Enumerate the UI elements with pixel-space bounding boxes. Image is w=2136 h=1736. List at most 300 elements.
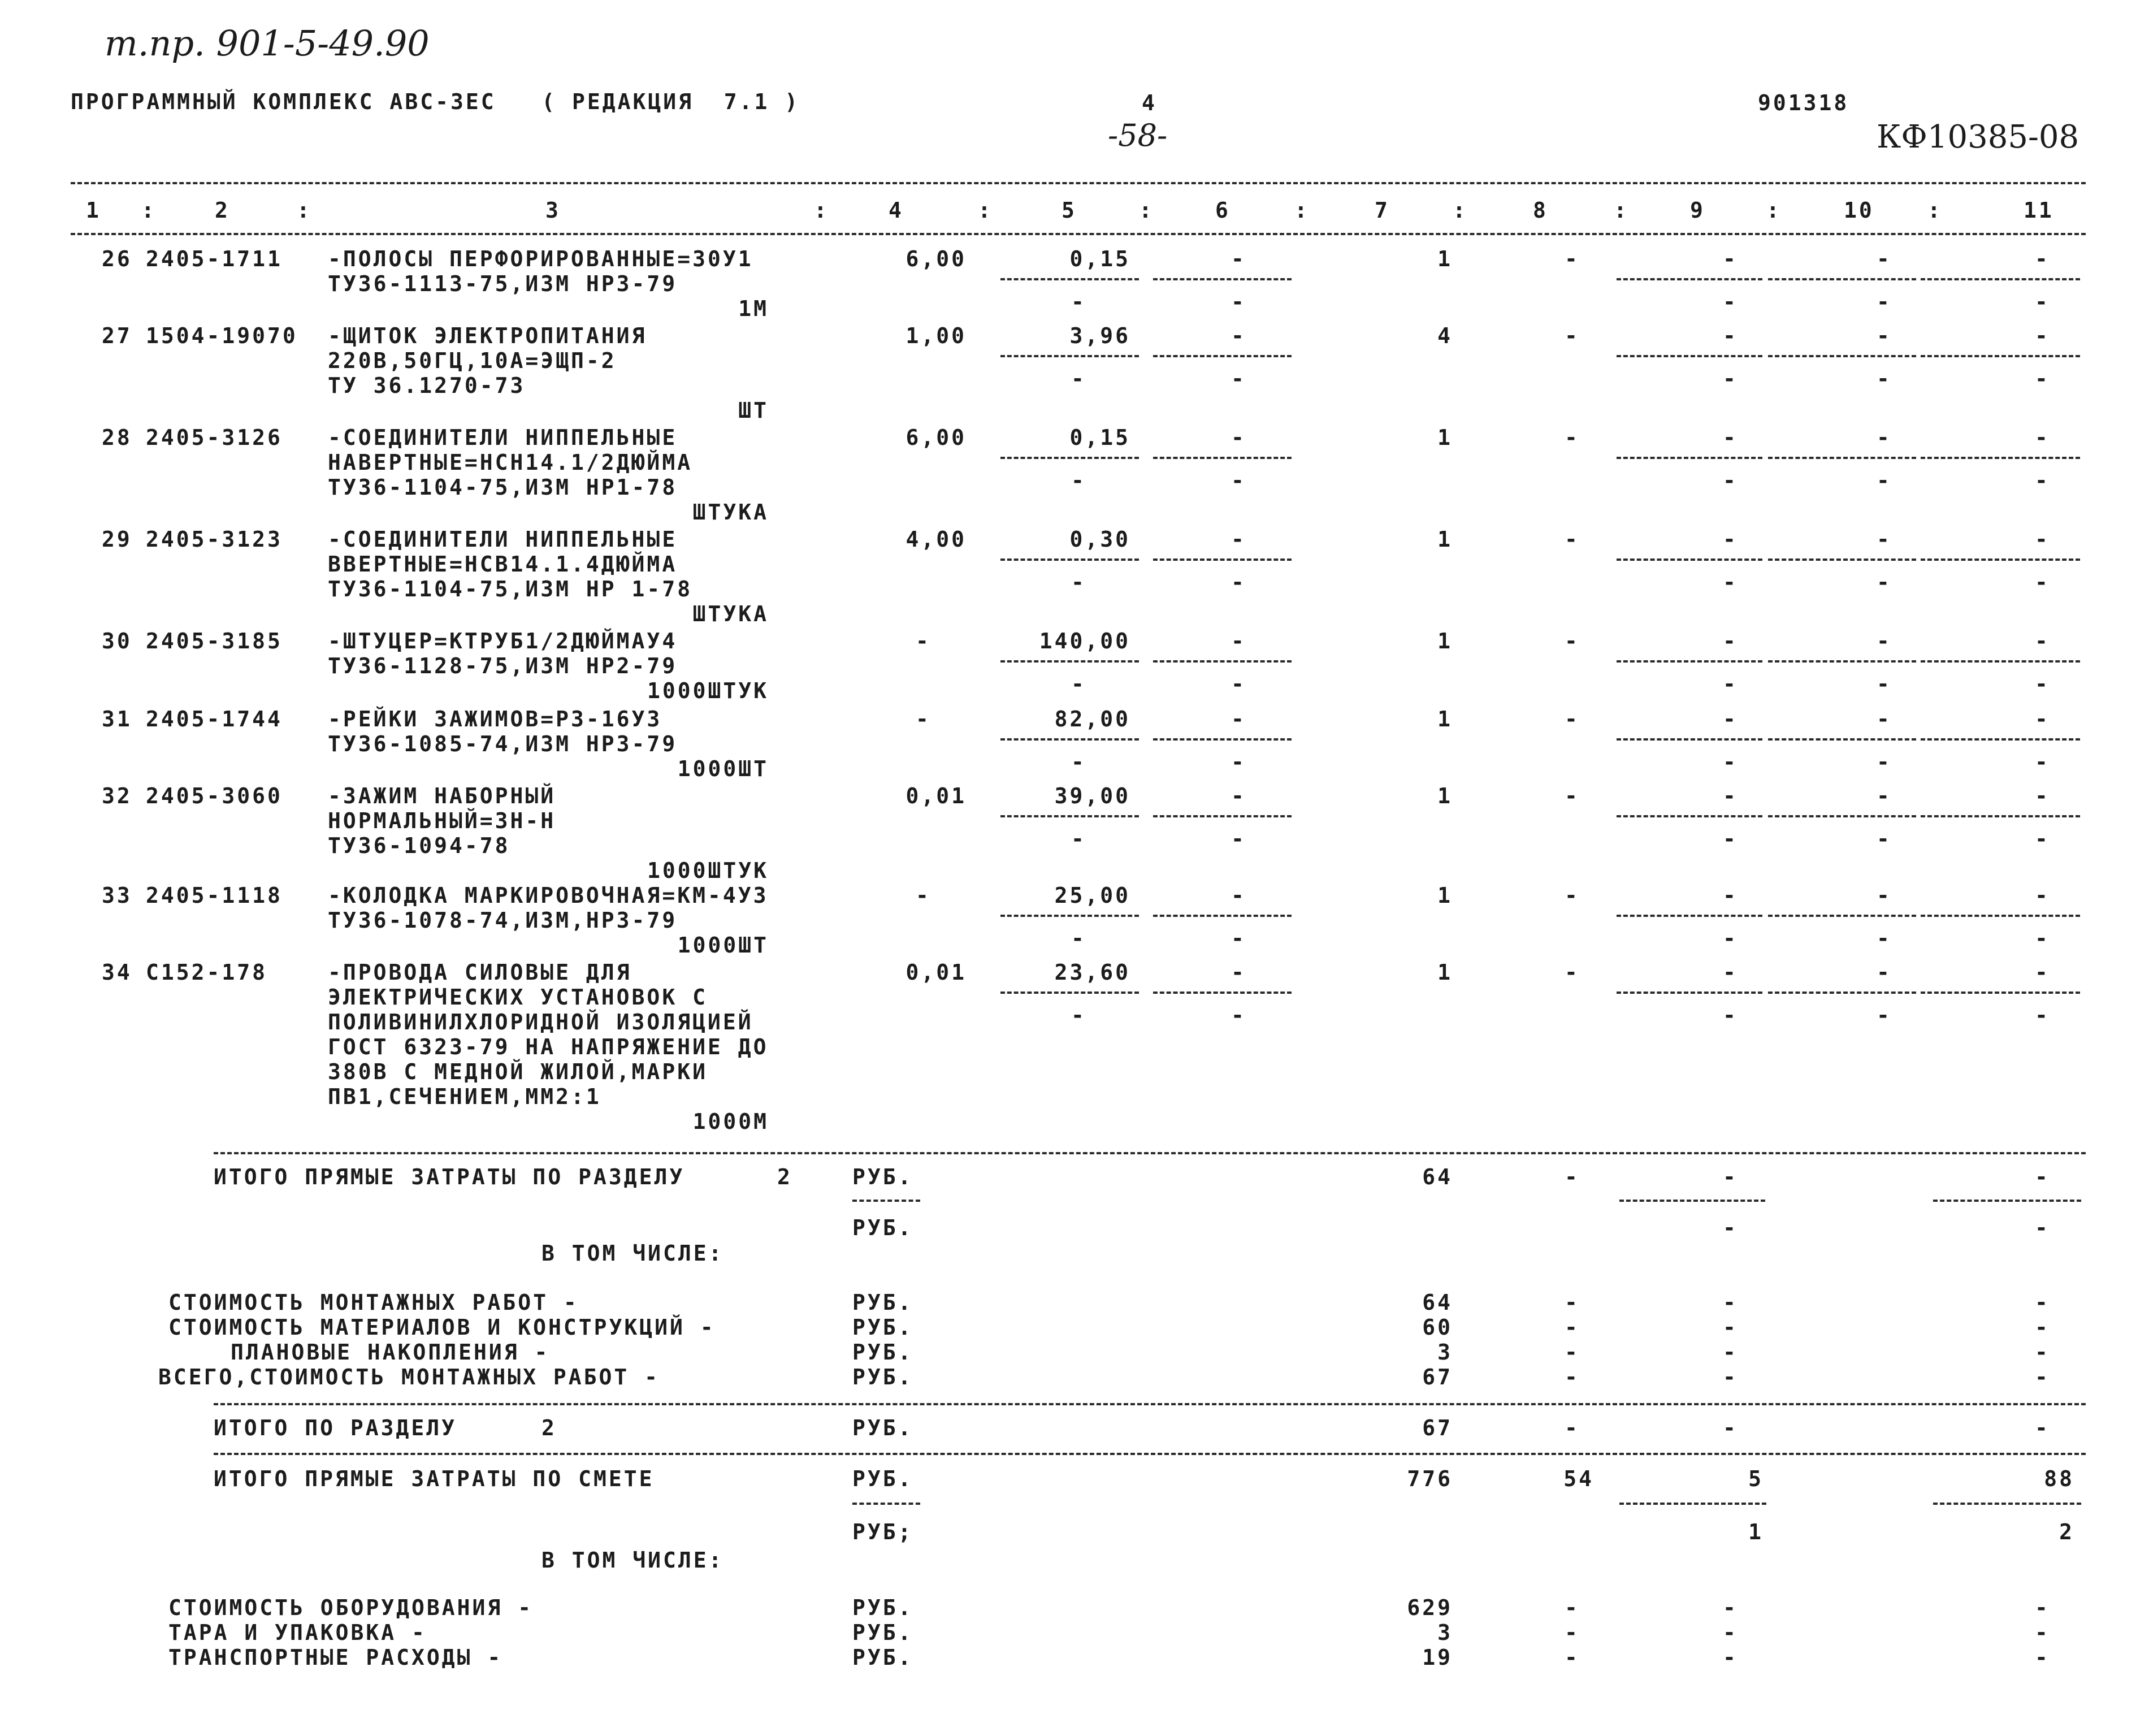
header-bottom-rule — [71, 233, 2086, 235]
cell-divider — [1617, 559, 1762, 561]
unit-of-measure: 1000ШТУК — [647, 678, 769, 703]
empty-value-dash: - — [1565, 1164, 1580, 1189]
cell-divider — [1000, 278, 1139, 280]
col5-value: 25,00 — [1054, 883, 1130, 908]
resource-description: ТУ36-1113-75,ИЗМ НР3-79 — [328, 271, 678, 296]
unit-of-measure: ШТУКА — [692, 500, 769, 525]
document-code-handwritten: КФ10385-08 — [1877, 119, 2079, 155]
col10-sub-value: - — [1877, 1003, 1892, 1028]
col5-value: 3,96 — [1069, 323, 1130, 348]
col10-sub-value: - — [1877, 570, 1892, 595]
col4-value: 1,00 — [905, 323, 967, 348]
rub-label: РУБ. — [852, 1415, 913, 1440]
section-grand-number: 2 — [541, 1415, 557, 1440]
materials-cost-label: СТОИМОСТЬ МАТЕРИАЛОВ И КОНСТРУКЦИЙ - — [168, 1315, 716, 1340]
resource-description: ТУ36-1128-75,ИЗМ НР2-79 — [328, 653, 678, 678]
page-number-handwritten: -58- — [1108, 118, 1168, 153]
cell-divider — [1617, 738, 1762, 741]
col6-value: - — [1231, 425, 1246, 450]
resource-description: НОРМАЛЬНЫЙ=ЗН-Н — [328, 808, 556, 833]
cell-divider — [1153, 660, 1292, 663]
col8-value: - — [1565, 323, 1580, 348]
rub-label: РУБ. — [852, 1466, 913, 1491]
unit-of-measure: 1000ШТУК — [647, 858, 769, 883]
cell-divider — [1617, 278, 1762, 280]
col10-value: - — [1877, 323, 1892, 348]
col11-sub-value: - — [2035, 926, 2050, 951]
col6-value: - — [1231, 883, 1246, 908]
cell-divider — [1921, 815, 2080, 817]
col10-value: - — [1877, 425, 1892, 450]
document-code: 901318 — [1758, 90, 1849, 115]
empty-value-dash: - — [1723, 1595, 1738, 1620]
planned-savings-label: ПЛАНОВЫЕ НАКОПЛЕНИЯ - — [231, 1340, 550, 1365]
col6-value: - — [1231, 246, 1246, 271]
resource-description: ГОСТ 6323-79 НА НАПРЯЖЕНИЕ ДО — [328, 1034, 769, 1059]
col6-sub-value: - — [1231, 289, 1246, 314]
empty-value-dash: - — [2035, 1595, 2050, 1620]
estimate-direct-costs-col7: 776 — [1407, 1466, 1453, 1491]
handwritten-reference: т.пр. 901-5-49.90 — [105, 23, 430, 64]
total-installation-value: 67 — [1422, 1365, 1453, 1389]
col9-value: - — [1723, 783, 1738, 808]
col4-value: - — [916, 883, 931, 908]
col5-sub-value: - — [1071, 750, 1086, 774]
column-separator: : — [1139, 198, 1154, 223]
column-separator: : — [141, 198, 157, 223]
column-separator: : — [1927, 198, 1943, 223]
col11-value: - — [2035, 783, 2050, 808]
cell-divider — [1921, 278, 2080, 280]
row-number: 27 — [102, 323, 132, 348]
estimate-direct-costs-col11: 88 — [2044, 1466, 2074, 1491]
resource-code: 2405-3185 — [146, 629, 283, 653]
col4-value: 6,00 — [905, 425, 967, 450]
transport-cost-label: ТРАНСПОРТНЫЕ РАСХОДЫ - — [168, 1645, 503, 1670]
rub-label: РУБ. — [852, 1164, 913, 1189]
empty-value-dash: - — [2035, 1215, 2050, 1240]
packaging-value: 3 — [1437, 1620, 1453, 1645]
col11-value: - — [2035, 883, 2050, 908]
cell-divider — [1768, 815, 1916, 817]
cell-divider — [1619, 1200, 1765, 1202]
empty-value-dash: - — [2035, 1620, 2050, 1645]
resource-code: 2405-1744 — [146, 707, 283, 731]
rub-label: РУБ. — [852, 1290, 913, 1315]
empty-value-dash: - — [1723, 1415, 1738, 1440]
col6-sub-value: - — [1231, 926, 1246, 951]
cell-divider — [1153, 278, 1292, 280]
col6-value: - — [1231, 960, 1246, 985]
col5-value: 140,00 — [1039, 629, 1130, 653]
resource-description: ТУ36-1104-75,ИЗМ НР1-78 — [328, 475, 678, 500]
col9-value: - — [1723, 960, 1738, 985]
col10-sub-value: - — [1877, 750, 1892, 774]
col6-sub-value: - — [1231, 826, 1246, 851]
col6-value: - — [1231, 527, 1246, 552]
rub-label: РУБ. — [852, 1215, 913, 1240]
resource-code: 2405-3123 — [146, 527, 283, 552]
cell-divider — [1000, 559, 1139, 561]
resource-description: ТУ36-1104-75,ИЗМ НР 1-78 — [328, 577, 693, 601]
cell-divider — [1768, 355, 1916, 357]
empty-value-dash: - — [1723, 1645, 1738, 1670]
section-total-rule — [214, 1403, 2086, 1405]
unit-of-measure: 1000М — [692, 1109, 769, 1134]
col7-value: 4 — [1437, 323, 1453, 348]
col9-value: - — [1723, 323, 1738, 348]
row-number: 28 — [102, 425, 132, 450]
empty-value-dash: - — [1723, 1164, 1738, 1189]
col8-value: - — [1565, 707, 1580, 731]
column-header-10: 10 — [1844, 198, 1874, 223]
col11-sub-value: - — [2035, 1003, 2050, 1028]
total-installation-label: ВСЕГО,СТОИМОСТЬ МОНТАЖНЫХ РАБОТ - — [158, 1365, 660, 1389]
col10-sub-value: - — [1877, 826, 1892, 851]
col11-sub-value: - — [2035, 289, 2050, 314]
column-header-4: 4 — [889, 198, 904, 223]
estimate-sub-col9: 1 — [1748, 1519, 1764, 1544]
column-header-8: 8 — [1533, 198, 1548, 223]
col9-sub-value: - — [1723, 570, 1738, 595]
col9-sub-value: - — [1723, 289, 1738, 314]
column-separator: : — [297, 198, 312, 223]
column-separator: : — [814, 198, 829, 223]
cell-divider — [1153, 355, 1292, 357]
transport-cost-value: 19 — [1422, 1645, 1453, 1670]
col6-value: - — [1231, 783, 1246, 808]
col5-value: 82,00 — [1054, 707, 1130, 731]
resource-code: 2405-1118 — [146, 883, 283, 908]
row-number: 32 — [102, 783, 132, 808]
col5-value: 0,15 — [1069, 246, 1130, 271]
col5-sub-value: - — [1071, 468, 1086, 493]
resource-description: ТУ36-1078-74,ИЗМ,НР3-79 — [328, 908, 678, 933]
rub-label: РУБ. — [852, 1315, 913, 1340]
empty-value-dash: - — [1723, 1340, 1738, 1365]
rub-label: РУБ. — [852, 1340, 913, 1365]
col10-value: - — [1877, 883, 1892, 908]
resource-code: 2405-1711 — [146, 246, 283, 271]
col5-value: 39,00 — [1054, 783, 1130, 808]
col6-sub-value: - — [1231, 468, 1246, 493]
rub-label: РУБ; — [852, 1519, 913, 1544]
resource-description: НАВЕРТНЫЕ=НСН14.1/2ДЮЙМА — [328, 450, 693, 475]
col9-value: - — [1723, 246, 1738, 271]
installation-cost-label: СТОИМОСТЬ МОНТАЖНЫХ РАБОТ - — [168, 1290, 579, 1315]
empty-value-dash: - — [1565, 1620, 1580, 1645]
section-grand-value: 67 — [1422, 1415, 1453, 1440]
row-number: 26 — [102, 246, 132, 271]
col10-value: - — [1877, 246, 1892, 271]
empty-value-dash: - — [1565, 1415, 1580, 1440]
col5-value: 0,30 — [1069, 527, 1130, 552]
row-number: 29 — [102, 527, 132, 552]
column-header-2: 2 — [215, 198, 230, 223]
col7-value: 1 — [1437, 783, 1453, 808]
col10-value: - — [1877, 707, 1892, 731]
empty-value-dash: - — [2035, 1315, 2050, 1340]
cell-divider — [1921, 559, 2080, 561]
section-grand-label: ИТОГО ПО РАЗДЕЛУ — [214, 1415, 457, 1440]
planned-savings-value: 3 — [1437, 1340, 1453, 1365]
col11-sub-value: - — [2035, 750, 2050, 774]
column-header-5: 5 — [1061, 198, 1077, 223]
row-number: 31 — [102, 707, 132, 731]
col8-value: - — [1565, 425, 1580, 450]
packaging-label: ТАРА И УПАКОВКА - — [168, 1620, 427, 1645]
rub-underline — [852, 1200, 920, 1202]
empty-value-dash: - — [1723, 1290, 1738, 1315]
in-that-number-label: В ТОМ ЧИСЛЕ: — [541, 1241, 724, 1266]
empty-value-dash: - — [1723, 1215, 1738, 1240]
row-number: 34 — [102, 960, 132, 985]
col7-value: 1 — [1437, 425, 1453, 450]
empty-value-dash: - — [1565, 1290, 1580, 1315]
col10-sub-value: - — [1877, 468, 1892, 493]
col10-value: - — [1877, 960, 1892, 985]
col11-sub-value: - — [2035, 570, 2050, 595]
col11-sub-value: - — [2035, 826, 2050, 851]
resource-description: -КОЛОДКА МАРКИРОВОЧНАЯ=КМ-4У3 — [328, 883, 769, 908]
header-top-rule — [71, 182, 2086, 184]
empty-value-dash: - — [2035, 1415, 2050, 1440]
col11-sub-value: - — [2035, 468, 2050, 493]
col7-value: 1 — [1437, 883, 1453, 908]
resource-description: -СОЕДИНИТЕЛИ НИППЕЛЬНЫЕ — [328, 527, 678, 552]
cell-divider — [1153, 457, 1292, 459]
col9-sub-value: - — [1723, 750, 1738, 774]
col11-value: - — [2035, 246, 2050, 271]
cell-divider — [1153, 992, 1292, 994]
col11-sub-value: - — [2035, 366, 2050, 391]
unit-of-measure: 1000ШТ — [677, 756, 769, 781]
resource-description: 220В,50ГЦ,10А=ЭЩП-2 — [328, 348, 617, 373]
cell-divider — [1153, 815, 1292, 817]
col11-underline — [1933, 1503, 2081, 1505]
col11-value: - — [2035, 707, 2050, 731]
cell-divider — [1000, 992, 1139, 994]
cell-divider — [1921, 738, 2080, 741]
column-header-7: 7 — [1375, 198, 1390, 223]
cell-divider — [1000, 457, 1139, 459]
cell-divider — [1921, 660, 2080, 663]
resource-code: С152-178 — [146, 960, 268, 985]
col4-value: - — [916, 629, 931, 653]
resource-description: -ПРОВОДА СИЛОВЫЕ ДЛЯ — [328, 960, 632, 985]
col9-sub-value: - — [1723, 826, 1738, 851]
col5-sub-value: - — [1071, 366, 1086, 391]
empty-value-dash: - — [2035, 1365, 2050, 1389]
materials-cost-value: 60 — [1422, 1315, 1453, 1340]
resource-description: ТУ36-1085-74,ИЗМ НР3-79 — [328, 731, 678, 756]
resource-code: 2405-3126 — [146, 425, 283, 450]
resource-code: 1504-19070 — [146, 323, 298, 348]
empty-value-dash: - — [1723, 1365, 1738, 1389]
col11-value: - — [2035, 425, 2050, 450]
resource-description: ТУ36-1094-78 — [328, 833, 510, 858]
empty-value-dash: - — [1565, 1315, 1580, 1340]
col4-value: 6,00 — [905, 246, 967, 271]
col5-sub-value: - — [1071, 672, 1086, 696]
col11-value: - — [2035, 323, 2050, 348]
empty-value-dash: - — [2035, 1340, 2050, 1365]
resource-description: -ШТУЦЕР=КТРУБ1/2ДЮЙМАУ4 — [328, 629, 678, 653]
empty-value-dash: - — [1723, 1620, 1738, 1645]
col11-value: - — [2035, 527, 2050, 552]
column-header-3: 3 — [545, 198, 561, 223]
col4-value: 0,01 — [905, 783, 967, 808]
col8-value: - — [1565, 527, 1580, 552]
rub-label: РУБ. — [852, 1645, 913, 1670]
col7-value: 1 — [1437, 707, 1453, 731]
col9-sub-value: - — [1723, 672, 1738, 696]
row-number: 30 — [102, 629, 132, 653]
col8-value: - — [1565, 246, 1580, 271]
col9-value: - — [1723, 629, 1738, 653]
estimate-sub-col11: 2 — [2059, 1519, 2074, 1544]
col9-value: - — [1723, 883, 1738, 908]
column-separator: : — [1766, 198, 1782, 223]
col7-value: 1 — [1437, 629, 1453, 653]
cell-divider — [1000, 660, 1139, 663]
cell-divider — [1768, 738, 1916, 741]
col11-sub-value: - — [2035, 672, 2050, 696]
cell-divider — [1921, 457, 2080, 459]
col7-value: 1 — [1437, 527, 1453, 552]
col10-value: - — [1877, 527, 1892, 552]
cell-divider — [1617, 915, 1762, 917]
installation-cost-value: 64 — [1422, 1290, 1453, 1315]
rub-label: РУБ. — [852, 1365, 913, 1389]
cell-divider — [1617, 355, 1762, 357]
column-header-9: 9 — [1690, 198, 1705, 223]
cell-divider — [1617, 992, 1762, 994]
resource-code: 2405-3060 — [146, 783, 283, 808]
col8-value: - — [1565, 783, 1580, 808]
col10-value: - — [1877, 783, 1892, 808]
resource-description: -ЗАЖИМ НАБОРНЫЙ — [328, 783, 556, 808]
col9-sub-value: - — [1723, 468, 1738, 493]
unit-of-measure: 1М — [738, 296, 769, 321]
equipment-cost-label: СТОИМОСТЬ ОБОРУДОВАНИЯ - — [168, 1595, 534, 1620]
col6-sub-value: - — [1231, 672, 1246, 696]
col5-sub-value: - — [1071, 826, 1086, 851]
resource-description: ВВЕРТНЫЕ=НСВ14.1.4ДЮЙМА — [328, 552, 678, 577]
col5-sub-value: - — [1071, 1003, 1086, 1028]
estimate-direct-costs-col9: 5 — [1748, 1466, 1764, 1491]
resource-description: -РЕЙКИ ЗАЖИМОВ=РЗ-16У3 — [328, 707, 662, 731]
col5-value: 0,15 — [1069, 425, 1130, 450]
col9-value: - — [1723, 425, 1738, 450]
col6-sub-value: - — [1231, 750, 1246, 774]
empty-value-dash: - — [1565, 1595, 1580, 1620]
unit-of-measure: ШТУКА — [692, 601, 769, 626]
empty-value-dash: - — [1565, 1645, 1580, 1670]
col9-sub-value: - — [1723, 926, 1738, 951]
resource-description: -ЩИТОК ЭЛЕКТРОПИТАНИЯ — [328, 323, 647, 348]
rub-underline — [852, 1503, 920, 1505]
col9-value: - — [1723, 527, 1738, 552]
col10-sub-value: - — [1877, 672, 1892, 696]
col11-value: - — [2035, 629, 2050, 653]
page-number: 4 — [1142, 90, 1157, 115]
section-number: 2 — [777, 1164, 792, 1189]
col9-sub-value: - — [1723, 366, 1738, 391]
column-separator: : — [1294, 198, 1310, 223]
resource-description: ТУ 36.1270-73 — [328, 373, 526, 398]
section-total-value: 64 — [1422, 1164, 1453, 1189]
col10-sub-value: - — [1877, 926, 1892, 951]
col11-value: - — [2035, 960, 2050, 985]
rub-label: РУБ. — [852, 1620, 913, 1645]
resource-description: 380В С МЕДНОЙ ЖИЛОЙ,МАРКИ — [328, 1059, 708, 1084]
estimate-direct-costs-col8: 54 — [1563, 1466, 1594, 1491]
empty-value-dash: - — [2035, 1645, 2050, 1670]
cell-divider — [1768, 660, 1916, 663]
summary-top-rule — [214, 1152, 2086, 1154]
col5-sub-value: - — [1071, 289, 1086, 314]
col6-sub-value: - — [1231, 570, 1246, 595]
column-separator: : — [1453, 198, 1468, 223]
col4-value: - — [916, 707, 931, 731]
resource-description: -СОЕДИНИТЕЛИ НИППЕЛЬНЫЕ — [328, 425, 678, 450]
col4-value: 0,01 — [905, 960, 967, 985]
estimate-direct-costs-label: ИТОГО ПРЯМЫЕ ЗАТРАТЫ ПО СМЕТЕ — [214, 1466, 655, 1491]
cell-divider — [1768, 559, 1916, 561]
col9-sub-value: - — [1723, 1003, 1738, 1028]
col6-value: - — [1231, 323, 1246, 348]
col4-value: 4,00 — [905, 527, 967, 552]
col5-sub-value: - — [1071, 926, 1086, 951]
column-header-6: 6 — [1215, 198, 1231, 223]
cell-divider — [1000, 915, 1139, 917]
cell-divider — [1000, 355, 1139, 357]
cell-divider — [1921, 915, 2080, 917]
col6-value: - — [1231, 629, 1246, 653]
column-separator: : — [1614, 198, 1629, 223]
col7-value: 1 — [1437, 960, 1453, 985]
cell-divider — [1768, 915, 1916, 917]
cell-divider — [1768, 992, 1916, 994]
col6-sub-value: - — [1231, 366, 1246, 391]
cell-divider — [1000, 738, 1139, 741]
cell-divider — [1617, 660, 1762, 663]
resource-description: ПОЛИВИНИЛХЛОРИДНОЙ ИЗОЛЯЦИЕЙ — [328, 1010, 753, 1034]
cell-divider — [1617, 815, 1762, 817]
col10-sub-value: - — [1877, 366, 1892, 391]
in-that-number-label-2: В ТОМ ЧИСЛЕ: — [541, 1548, 724, 1573]
estimate-total-rule — [214, 1453, 2086, 1455]
cell-divider — [1921, 355, 2080, 357]
program-title: ПРОГРАММНЫЙ КОМПЛЕКС АВС-3ЕС ( РЕДАКЦИЯ 7.1 ) — [71, 89, 800, 114]
col5-value: 23,60 — [1054, 960, 1130, 985]
cell-divider — [1617, 457, 1762, 459]
empty-value-dash: - — [1565, 1365, 1580, 1389]
col7-value: 1 — [1437, 246, 1453, 271]
empty-value-dash: - — [1723, 1315, 1738, 1340]
equipment-cost-value: 629 — [1407, 1595, 1453, 1620]
col6-sub-value: - — [1231, 1003, 1246, 1028]
col8-value: - — [1565, 629, 1580, 653]
resource-description: ПВ1,СЕЧЕНИЕМ,ММ2:1 — [328, 1084, 601, 1109]
cell-divider — [1768, 278, 1916, 280]
resource-description: ЭЛЕКТРИЧЕСКИХ УСТАНОВОК С — [328, 985, 708, 1010]
rub-label: РУБ. — [852, 1595, 913, 1620]
col6-value: - — [1231, 707, 1246, 731]
cell-divider — [1000, 815, 1139, 817]
cell-divider — [1153, 559, 1292, 561]
